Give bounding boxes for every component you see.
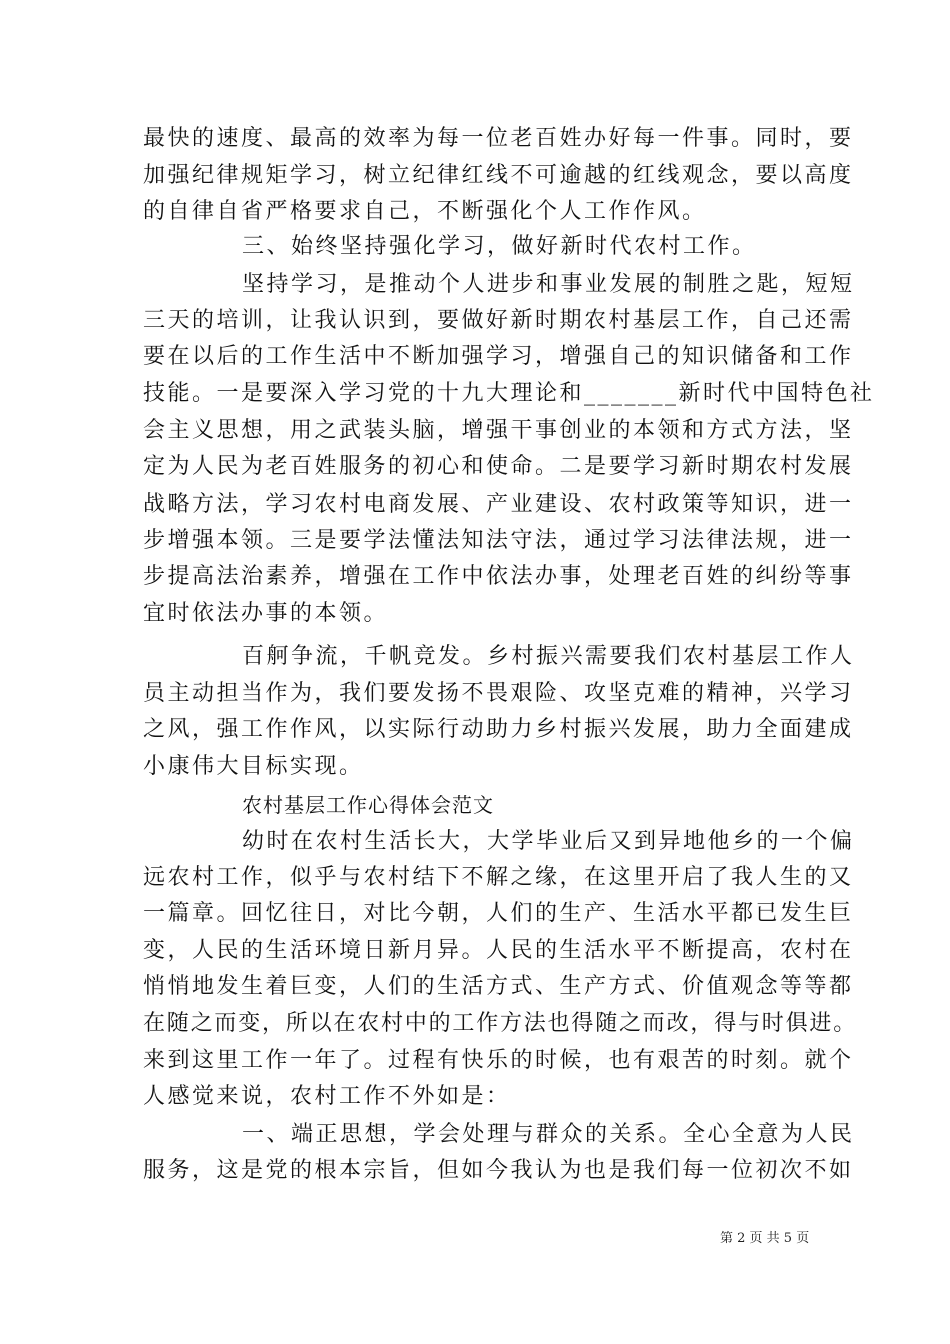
text-line: 远农村工作，似乎与农村结下不解之缘，在这里开启了我人生的又 [143,865,854,890]
page-number: 第 2 页 共 5 页 [720,1231,810,1246]
article-title: 农村基层工作心得体会范文 [242,793,494,817]
text-line: 在随之而变，所以在农村中的工作方法也得随之而改，得与时俱进。 [143,1011,858,1036]
text-line: 技能。一是要深入学习党的十九大理论和_______新时代中国特色社 [143,381,875,406]
text-line: 战略方法，学习农村电商发展、产业建设、农村政策等知识，进一 [143,492,854,517]
text-line: 悄悄地发生着巨变，人们的生活方式、生产方式、价值观念等等都 [143,974,854,999]
paragraph-first-line: 百舸争流，千帆竞发。乡村振兴需要我们农村基层工作人 [242,644,855,669]
text-line: 人感觉来说，农村工作不外如是： [143,1084,511,1109]
text-line: 服务，这是党的根本宗旨，但如今我认为也是我们每一位初次不如 [143,1158,854,1183]
text-line: 步增强本领。三是要学法懂法知法守法，通过学习法律法规，进一 [143,528,854,553]
text-line: 加强纪律规矩学习，树立纪律红线不可逾越的红线观念，要以高度 [143,163,854,188]
text-line: 的自律自省严格要求自己，不断强化个人工作作风。 [143,199,707,224]
text-line: 之风，强工作作风，以实际行动助力乡村振兴发展，助力全面建成 [143,717,854,742]
text-line: 员主动担当作为，我们要发扬不畏艰险、攻坚克难的精神，兴学习 [143,681,854,706]
text-line: 小康伟大目标实现。 [143,754,364,779]
text-line: 宜时依法办事的本领。 [143,601,389,626]
text-line: 会主义思想，用之武装头脑，增强干事创业的本领和方式方法，坚 [143,418,854,443]
text-line: 步提高法治素养，增强在工作中依法办事，处理老百姓的纠纷等事 [143,564,854,589]
text-line: 一篇章。回忆往日，对比今朝，人们的生产、生活水平都已发生巨 [143,901,854,926]
text-line: 变，人民的生活环境日新月异。人民的生活水平不断提高，农村在 [143,938,854,963]
text-line: 要在以后的工作生活中不断加强学习，增强自己的知识储备和工作 [143,344,854,369]
paragraph-first-line: 一、端正思想，学会处理与群众的关系。全心全意为人民 [242,1122,855,1147]
section-heading: 三、始终坚持强化学习，做好新时代农村工作。 [242,234,757,259]
paragraph-first-line: 坚持学习，是推动个人进步和事业发展的制胜之匙，短短 [242,272,855,297]
paragraph-first-line: 幼时在农村生活长大，大学毕业后又到异地他乡的一个偏 [242,829,855,854]
text-line: 来到这里工作一年了。过程有快乐的时候，也有艰苦的时刻。就个 [143,1048,854,1073]
text-line: 三天的培训，让我认识到，要做好新时期农村基层工作，自己还需 [143,308,854,333]
text-line: 最快的速度、最高的效率为每一位老百姓办好每一件事。同时，要 [143,126,854,151]
text-line: 定为人民为老百姓服务的初心和使命。二是要学习新时期农村发展 [143,454,854,479]
